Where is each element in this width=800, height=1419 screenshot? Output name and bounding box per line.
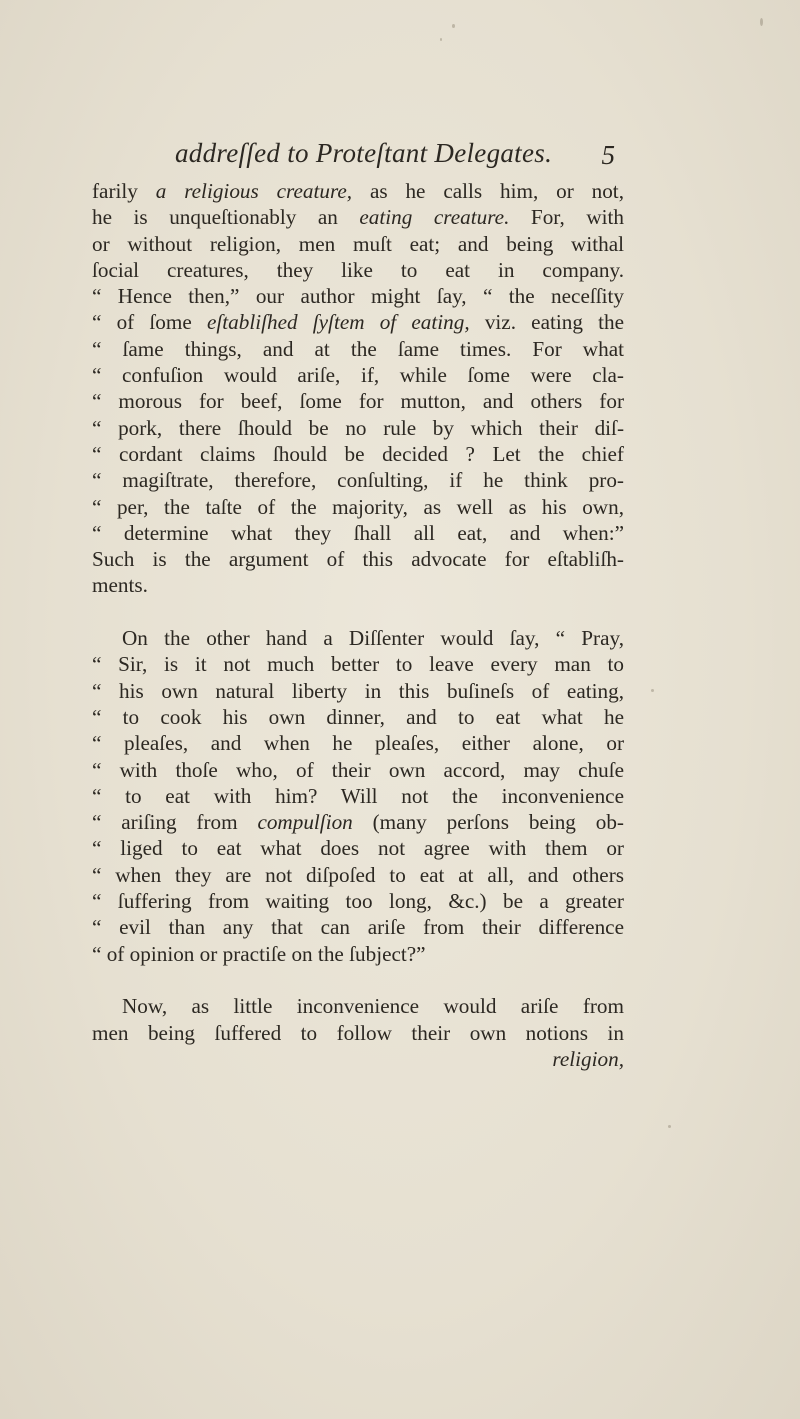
- text-line: “ per, the taſte of the majority, as well as his own,: [92, 494, 624, 519]
- paragraph: [92, 625, 624, 967]
- text-line: he is unqueſtionably an eating creature. For, with: [92, 205, 624, 230]
- text-line: “ pork, there ſhould be no rule by which their diſ-: [92, 415, 624, 440]
- running-head: addreſſed to Proteſtant Delegates.: [175, 138, 553, 168]
- page-number: 5: [601, 140, 615, 170]
- text-line: “ ſuffering from waiting too long, &c.) be a greater: [92, 889, 624, 914]
- text-line: “ confuſion would ariſe, if, while ſome were cla-: [92, 363, 624, 388]
- body-text: [92, 178, 624, 1072]
- paper-speck: [760, 18, 763, 26]
- page-header: [175, 138, 615, 174]
- text-line: “ to cook his own dinner, and to eat what he: [92, 704, 624, 729]
- paper-speck: [440, 38, 442, 41]
- text-line: “ Sir, is it not much better to leave every man to: [92, 652, 624, 677]
- italic-phrase: compulſion: [257, 810, 353, 835]
- catchword: religion,: [552, 1046, 624, 1071]
- text-line: “ Hence then,” our author might ſay, “ the neceſſity: [92, 284, 624, 309]
- text-line: “ ariſing from compulſion (many perſons being ob-: [92, 810, 624, 835]
- paragraph-gap: [92, 967, 624, 993]
- text-line: “ his own natural liberty in this buſineſs of eating,: [92, 678, 624, 703]
- text-line: ſocial creatures, they like to eat in company.: [92, 257, 624, 282]
- text-line: “ determine what they ſhall all eat, and when:”: [92, 520, 624, 545]
- paper-speck: [452, 24, 455, 28]
- text-line: or without religion, men muſt eat; and being withal: [92, 231, 624, 256]
- text-line: “ with thoſe who, of their own accord, may chuſe: [92, 757, 624, 782]
- italic-phrase: a religious creature,: [155, 179, 353, 203]
- text-line: “ pleaſes, and when he pleaſes, either alone, or: [92, 731, 624, 756]
- text-line: men being ſuffered to follow their own notions in: [92, 1020, 624, 1045]
- text-line: “ liged to eat what does not agree with them or: [92, 836, 624, 861]
- italic-phrase: eating creature.: [359, 205, 510, 230]
- text-line: “ cordant claims ſhould be decided ? Let the chief: [92, 441, 624, 466]
- paper-speck: [668, 1125, 671, 1128]
- paragraph: [92, 178, 624, 599]
- text-line: “ magiſtrate, therefore, conſulting, if he think pro-: [92, 468, 624, 493]
- text-line: Such is the argument of this advocate for eſtabliſh-: [92, 547, 624, 572]
- text-line: farily a religious creature, as he calls him, or not,: [92, 179, 624, 203]
- italic-phrase: eſtabliſhed ſyſtem of eating,: [206, 310, 470, 335]
- text-line: “ to eat with him? Will not the inconvenience: [92, 783, 624, 808]
- paper-speck: [651, 689, 654, 692]
- text-line: “ of opinion or practiſe on the ſubject?”: [92, 941, 426, 966]
- text-line: Now, as little inconvenience would ariſe from: [122, 994, 624, 1019]
- text-line: ments.: [92, 573, 148, 598]
- text-line: “ ſame things, and at the ſame times. For what: [92, 336, 624, 361]
- text-line: “ morous for beef, ſome for mutton, and others for: [92, 389, 624, 414]
- paragraph: [92, 993, 624, 1046]
- text-line: “ when they are not diſpoſed to eat at all, and others: [92, 862, 624, 887]
- paragraph-gap: [92, 599, 624, 625]
- text-line: On the other hand a Diſſenter would ſay, “ Pray,: [122, 626, 624, 651]
- text-line: “ evil than any that can ariſe from their difference: [92, 915, 624, 940]
- text-line: “ of ſome eſtabliſhed ſyſtem of eating, viz. eating the: [92, 310, 624, 335]
